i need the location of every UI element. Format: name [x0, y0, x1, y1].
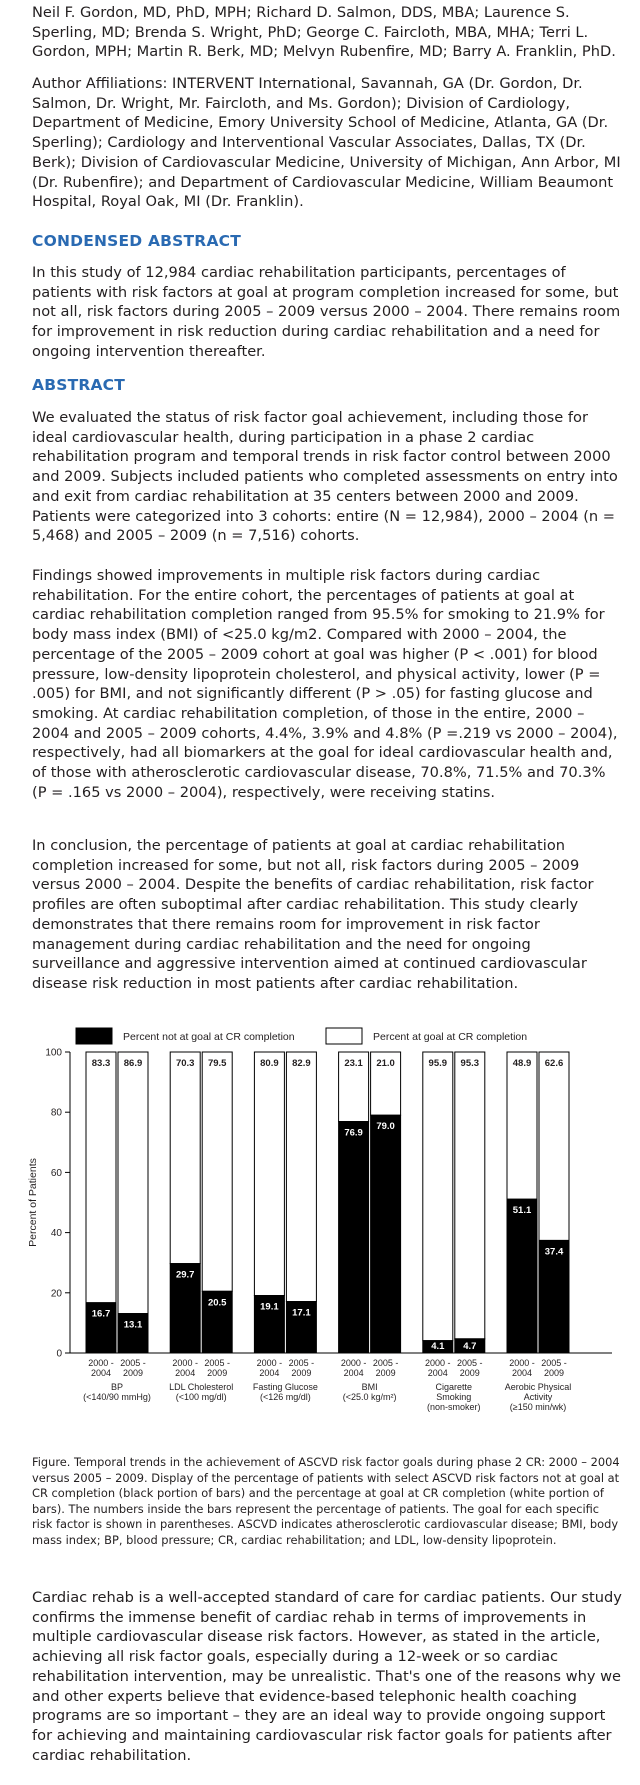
- category-label-4-0: Cigarette: [435, 1382, 473, 1392]
- bar-at-goal-5-0: [507, 1052, 537, 1199]
- category-label-2-0: Fasting Glucose: [252, 1382, 318, 1392]
- abstract-paragraph-3: In conclusion, the percentage of patients at goal at cardiac rehabilitation completion increased for some, but not all, risk factors during 2005 – 2009 versus 2000 – 2004. Despite the benefits of cardiac rehabilitation, risk factor profiles are often suboptimal after cardiac rehabilitation. This study clearly demonstrates that there remains room for improvement in risk factor management during cardiac rehabilitation and the need for ongoing surveillance and aggressive intervention aimed at continued cardiovascular disease risk reduction in most patients after cardiac rehabilitation.: [32, 837, 594, 992]
- bar-at-goal-5-1: [539, 1052, 569, 1240]
- period-label-1-1-1: 2009: [207, 1368, 228, 1378]
- y-tick-label-60: 60: [50, 1167, 62, 1179]
- data-label-not-at-goal-3-0: 76.9: [344, 1127, 363, 1139]
- chart-svg: [0, 1022, 640, 1450]
- data-label-not-at-goal-4-1: 4.7: [463, 1341, 477, 1352]
- y-tick-label-0: 0: [56, 1348, 62, 1360]
- legend-label-not-at-goal: Percent not at goal at CR completion: [123, 1031, 295, 1043]
- bar-at-goal-2-0: [254, 1052, 284, 1296]
- category-label-0-1: (<140/90 mmHg): [83, 1392, 151, 1402]
- data-label-at-goal-0-0: 83.3: [91, 1058, 111, 1069]
- period-label-4-0-1: 2004: [427, 1368, 448, 1378]
- period-label-5-0-1: 2004: [511, 1368, 533, 1378]
- period-label-0-0-1: 2004: [90, 1368, 112, 1378]
- data-label-at-goal-1-1: 79.5: [207, 1058, 227, 1069]
- bar-at-goal-4-1: [455, 1052, 485, 1339]
- legend-swatch-at-goal: [326, 1028, 362, 1044]
- period-label-1-1-0: 2005 -: [204, 1358, 230, 1368]
- period-label-1-0-0: 2000 -: [172, 1358, 198, 1368]
- period-label-2-0-1: 2004: [259, 1368, 280, 1378]
- bar-not-at-goal-3-1: [371, 1115, 401, 1353]
- bar-at-goal-1-0: [170, 1052, 200, 1264]
- y-tick-label-40: 40: [50, 1228, 62, 1240]
- legend-label-at-goal: Percent at goal at CR completion: [373, 1031, 528, 1043]
- abstract-heading: ABSTRACT: [32, 376, 126, 394]
- category-label-4-1: Smoking: [436, 1392, 472, 1402]
- data-label-not-at-goal-4-0: 4.1: [431, 1341, 445, 1352]
- condensed-abstract-heading: CONDENSED ABSTRACT: [32, 232, 241, 250]
- period-label-3-1-0: 2005 -: [372, 1358, 399, 1368]
- category-label-1-0: LDL Cholesterol: [169, 1382, 234, 1392]
- closing-paragraph: Cardiac rehab is a well-accepted standard of care for cardiac patients. Our study confirms the immense benefit of cardiac rehab in terms of improvements in multiple cardiovascular disease risk factors. However, as stated in the article, achieving all risk factor goals, especially during a 12-week or so cardiac rehabilitation intervention, may be unrealistic. That's one of the reasons why we and other experts believe that evidence-based telephonic health coaching programs are so important – they are an ideal way to provide ongoing support for achieving and maintaining cardiovascular risk factor goals for patients after cardiac rehabilitation.: [32, 1589, 622, 1764]
- period-label-2-1-0: 2005 -: [288, 1358, 315, 1368]
- data-label-not-at-goal-1-0: 29.7: [175, 1269, 195, 1281]
- data-label-at-goal-5-1: 62.6: [544, 1058, 564, 1069]
- category-label-5-0: Aerobic Physical: [504, 1382, 572, 1392]
- y-tick-label-80: 80: [50, 1107, 62, 1119]
- bar-at-goal-2-1: [286, 1052, 316, 1302]
- category-label-2-1: (<126 mg/dl): [260, 1392, 311, 1402]
- data-label-at-goal-4-0: 95.9: [428, 1058, 448, 1069]
- legend-swatch-not-at-goal: [76, 1028, 112, 1044]
- data-label-not-at-goal-5-1: 37.4: [544, 1246, 564, 1258]
- data-label-at-goal-3-0: 23.1: [344, 1058, 363, 1069]
- category-label-0-0: BP: [110, 1382, 124, 1392]
- period-label-3-1-1: 2009: [375, 1368, 396, 1378]
- bar-at-goal-0-0: [86, 1052, 116, 1303]
- period-label-5-1-0: 2005 -: [541, 1358, 567, 1368]
- period-label-2-0-0: 2000 -: [256, 1358, 283, 1368]
- data-label-at-goal-3-1: 21.0: [376, 1058, 395, 1069]
- bar-not-at-goal-5-0: [507, 1199, 537, 1353]
- category-label-5-2: (≥150 min/wk): [509, 1402, 567, 1412]
- data-label-not-at-goal-5-0: 51.1: [512, 1205, 532, 1217]
- period-label-0-0-0: 2000 -: [88, 1358, 114, 1368]
- bar-at-goal-0-1: [118, 1052, 148, 1314]
- y-axis-title: Percent of Patients: [27, 1158, 39, 1247]
- bar-at-goal-1-1: [202, 1052, 232, 1291]
- y-tick-label-100: 100: [45, 1047, 62, 1059]
- data-label-not-at-goal-3-1: 79.0: [376, 1121, 395, 1133]
- category-label-4-2: (non-smoker): [427, 1402, 481, 1412]
- category-label-1-1: (<100 mg/dl): [175, 1392, 227, 1402]
- data-label-at-goal-0-1: 86.9: [123, 1058, 143, 1069]
- abstract-paragraph-2: Findings showed improvements in multiple risk factors during cardiac rehabilitation. For the entire cohort, the percentages of patients at goal at cardiac rehabilitation completion ranged from 95.5% for smoking to 21.9% for body mass index (BMI) of <25.0 kg/m2. Compared with 2000 – 2004, the percentage of the 2005 – 2009 cohort at goal was higher (P < .001) for blood pressure, low-density lipoprotein cholesterol, and physical activity, lower (P = .005) for BMI, and not significantly different (P > .05) for fasting glucose and smoking. At cardiac rehabilitation completion, of those in the entire, 2000 – 2004 and 2005 – 2009 cohorts, 4.4%, 3.9% and 4.8% (P =.219 vs 2000 – 2004), respectively, had all biomarkers at the goal for ideal cardiovascular health and, of those with atherosclerotic cardiovascular disease, 70.8%, 71.5% and 70.3% (P = .165 vs 2000 – 2004), respectively, were receiving statins.: [32, 567, 618, 801]
- data-label-at-goal-2-1: 82.9: [292, 1058, 311, 1069]
- data-label-not-at-goal-1-1: 20.5: [207, 1297, 227, 1309]
- data-label-not-at-goal-0-1: 13.1: [123, 1319, 143, 1331]
- data-label-not-at-goal-0-0: 16.7: [91, 1308, 111, 1320]
- figure-caption: Figure. Temporal trends in the achievement of ASCVD risk factor goals during phase 2 CR: 2000 – 2004 versus 2005 – 2009. Display of the percentage of patients with select ASCVD risk factors not at goal at CR completion (black portion of bars) and the percentage at goal at CR completion (white portion of bars). The numbers inside the bars represent the percentage of patients. The goal for each specific risk factor is shown in parentheses. ASCVD indicates atherosclerotic cardiovascular disease; BMI, body mass index; BP, blood pressure; CR, cardiac rehabilitation; and LDL, low-density lipoprotein.: [32, 1455, 620, 1547]
- period-label-2-1-1: 2009: [291, 1368, 312, 1378]
- author-list: Neil F. Gordon, MD, PhD, MPH; Richard D. Salmon, DDS, MBA; Laurence S. Sperling, MD; Brenda S. Wright, PhD; George C. Faircloth, MBA, MHA; Terri L. Gordon, MPH; Martin R. Berk, MD; Melvyn Rubenfire, MD; Barry A. Franklin, PhD.: [32, 4, 616, 61]
- abstract-paragraph-1: We evaluated the status of risk factor goal achievement, including those for ideal cardiovascular health, during participation in a phase 2 cardiac rehabilitation program and temporal trends in risk factor control between 2000 and 2009. Subjects included patients who completed assessments on entry into and exit from cardiac rehabilitation at 35 centers between 2000 and 2009. Patients were categorized into 3 cohorts: entire (N = 12,984), 2000 – 2004 (n = 5,468) and 2005 – 2009 (n = 7,516) cohorts.: [32, 409, 618, 545]
- category-label-3-0: BMI: [361, 1382, 378, 1392]
- data-label-at-goal-1-0: 70.3: [175, 1058, 195, 1069]
- data-label-at-goal-5-0: 48.9: [512, 1058, 532, 1069]
- data-label-at-goal-2-0: 80.9: [260, 1058, 279, 1069]
- bar-not-at-goal-3-0: [339, 1122, 369, 1353]
- period-label-1-0-1: 2004: [175, 1368, 196, 1378]
- risk-factor-bar-chart: [0, 1022, 640, 1450]
- author-affiliations: Author Affiliations: INTERVENT International, Savannah, GA (Dr. Gordon, Dr. Salmon, Dr. Wright, Mr. Faircloth, and Ms. Gordon); Division of Cardiology, Department of Medicine, Emory University School of Medicine, Atlanta, GA (Dr. Sperling); Cardiology and Interventional Vascular Associates, Dallas, TX (Dr. Berk); Division of Cardiovascular Medicine, University of Michigan, Ann Arbor, MI (Dr. Rubenfire); and Department of Cardiovascular Medicine, William Beaumont Hospital, Royal Oak, MI (Dr. Franklin).: [32, 75, 621, 211]
- period-label-3-0-1: 2004: [343, 1368, 364, 1378]
- period-label-3-0-0: 2000 -: [340, 1358, 367, 1368]
- period-label-0-1-0: 2005 -: [120, 1358, 146, 1368]
- period-label-4-1-0: 2005 -: [457, 1358, 483, 1368]
- data-label-at-goal-4-1: 95.3: [460, 1058, 480, 1069]
- category-label-5-1: Activity: [523, 1392, 553, 1402]
- period-label-5-1-1: 2009: [543, 1368, 565, 1378]
- period-label-4-0-0: 2000 -: [425, 1358, 451, 1368]
- category-label-3-1: (<25.0 kg/m²): [342, 1392, 397, 1402]
- data-label-not-at-goal-2-0: 19.1: [260, 1301, 279, 1313]
- data-label-not-at-goal-2-1: 17.1: [292, 1307, 311, 1319]
- y-tick-label-20: 20: [50, 1288, 62, 1300]
- condensed-abstract-text: In this study of 12,984 cardiac rehabilitation participants, percentages of patients with risk factors at goal at program completion increased for some, but not all, risk factors during 2005 – 2009 versus 2000 – 2004. There remains room for improvement in risk reduction during cardiac rehabilitation and a need for ongoing intervention thereafter.: [32, 264, 621, 360]
- period-label-0-1-1: 2009: [122, 1368, 144, 1378]
- period-label-5-0-0: 2000 -: [509, 1358, 535, 1368]
- bar-at-goal-4-0: [423, 1052, 453, 1341]
- period-label-4-1-1: 2009: [459, 1368, 480, 1378]
